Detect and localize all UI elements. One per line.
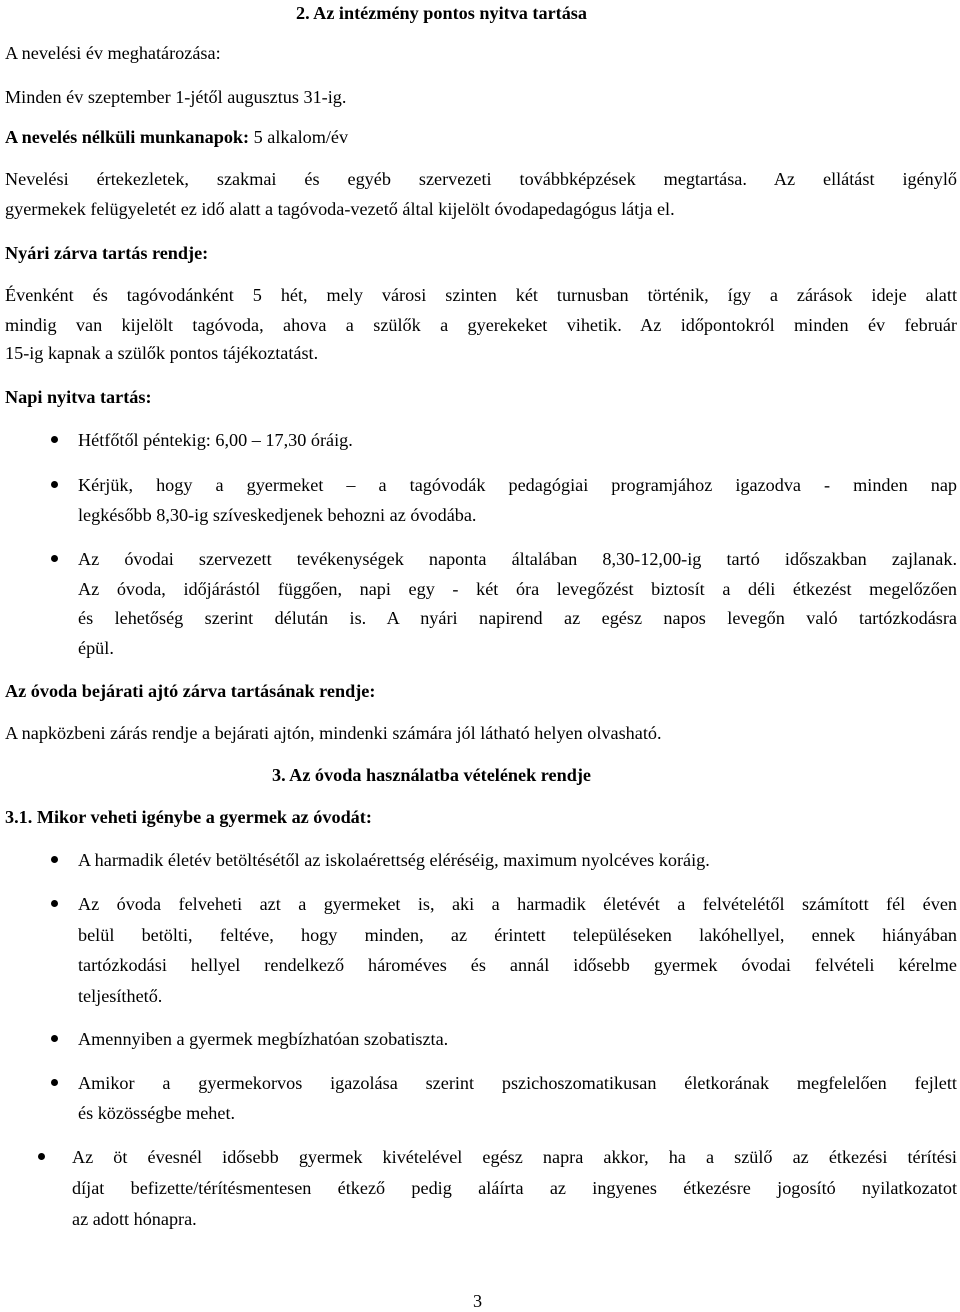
text-line: Nevelési értekezletek, szakmai és egyéb szervezeti továbbképzések megtartása. Az ellátást igénylő	[5, 169, 957, 189]
text-line: legkésőbb 8,30-ig szíveskedjenek behozni az óvodába.	[78, 505, 477, 525]
text-line: Évenként és tagóvodánként 5 hét, mely városi szinten két turnusban történik, így a zárások ideje alatt	[5, 285, 957, 305]
text-line: Kérjük, hogy a gyermeket – a tagóvodák pedagógiai programjához igazodva - minden nap	[78, 475, 957, 495]
year-label: A nevelési év meghatározása:	[5, 43, 221, 63]
bullet-icon	[51, 900, 58, 907]
text-line: belül betölti, feltéve, hogy minden, az érintett településeken lakóhellyel, ennek hiányában	[78, 925, 957, 945]
section-3-1-heading: 3.1. Mikor veheti igénybe a gyermek az óvodát:	[5, 807, 372, 827]
bullet-icon	[51, 481, 58, 488]
year-text: Minden év szeptember 1-jétől augusztus 31-ig.	[5, 87, 347, 107]
text-line: és lehetőség szerint délután is. A nyári napirend az egész napos levegőn való tartózkodásra	[78, 608, 957, 628]
door-paragraph: A napközbeni zárás rendje a bejárati ajtón, mindenki számára jól látható helyen olvasható.	[5, 723, 662, 743]
bullet-icon	[51, 555, 58, 562]
text-line: A harmadik életév betöltésétől az iskolaérettség eléréséig, maximum nyolcéves koráig.	[78, 850, 710, 870]
summer-heading: Nyári zárva tartás rendje:	[5, 243, 209, 263]
text-line: és közösségbe mehet.	[78, 1103, 236, 1123]
section-3-heading: 3. Az óvoda használatba vételének rendje	[272, 765, 591, 785]
text-line: gyermekek felügyeletét ez idő alatt a tagóvoda-vezető által kijelölt óvodapedagógus látja el.	[5, 199, 675, 219]
workdays-value: 5 alkalom/év	[253, 127, 349, 147]
daily-heading: Napi nyitva tartás:	[5, 387, 152, 407]
door-heading: Az óvoda bejárati ajtó zárva tartásának rendje:	[5, 681, 376, 701]
text-line: mindig van kijelölt tagóvoda, ahova a szülők a gyerekeket vihetik. Az időpontokról minden év február	[5, 315, 957, 335]
text-line: teljesíthető.	[78, 986, 163, 1006]
text-line: Hétfőtől péntekig: 6,00 – 17,30 óráig.	[78, 430, 353, 450]
bullet-icon	[51, 856, 58, 863]
section-2-heading: 2. Az intézmény pontos nyitva tartása	[296, 3, 587, 23]
page-number: 3	[473, 1291, 483, 1311]
workdays-label: A nevelés nélküli munkanapok:	[5, 127, 250, 147]
text-line: épül.	[78, 638, 114, 658]
bullet-icon	[38, 1153, 45, 1160]
text-line: Amikor a gyermekorvos igazolása szerint pszichoszomatikusan életkorának megfelelően fejlett	[78, 1073, 957, 1093]
text-line: díjat befizette/térítésmentesen étkező pedig aláírta az ingyenes étkezésre jogosító nyilatkozatot	[72, 1178, 957, 1198]
text-line: Az öt évesnél idősebb gyermek kivételével egész napra akkor, ha a szülő az étkezési térítési	[72, 1147, 957, 1167]
text-line: Az óvoda felveheti azt a gyermeket is, aki a harmadik életévét a felvételétől számított fél éven	[78, 894, 957, 914]
text-line: Az óvoda, időjárástól függően, napi egy - két óra levegőzést biztosít a déli étkezést megelőzően	[78, 579, 957, 599]
text-line: 15-ig kapnak a szülők pontos tájékoztatást.	[5, 343, 319, 363]
text-line: az adott hónapra.	[72, 1209, 197, 1229]
text-line: Amennyiben a gyermek megbízhatóan szobatiszta.	[78, 1029, 449, 1049]
text-line: Az óvodai szervezett tevékenységek naponta általában 8,30-12,00-ig tartó időszakban zajlanak.	[78, 549, 957, 569]
bullet-icon	[51, 436, 58, 443]
workdays-line	[5, 126, 348, 148]
text-line: tartózkodási hellyel rendelkező hároméves és annál idősebb gyermek óvodai felvételi kérelme	[78, 955, 957, 975]
bullet-icon	[51, 1035, 58, 1042]
bullet-icon	[51, 1079, 58, 1086]
